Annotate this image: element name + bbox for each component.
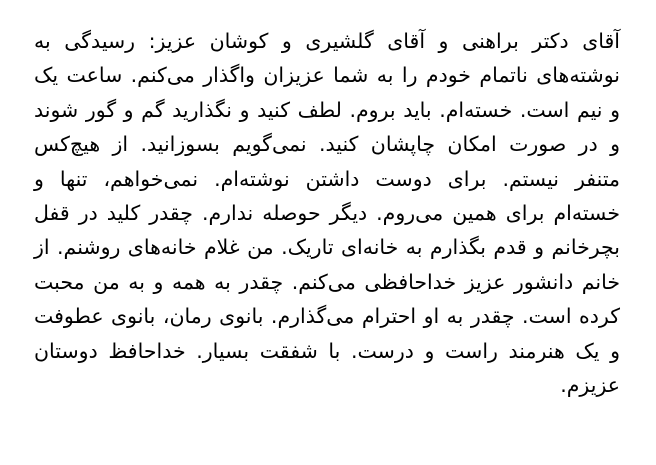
letter-body <box>34 24 620 402</box>
letter-paragraph: آقای دکتر براهنی و آقای گلشیری و کوشان عزیز: رسیدگی به نوشته‌های ناتمام خودم را به شما عزیزان واگذار می‌کنم. ساعت یک و نیم است. خسته‌ام. باید بروم. لطف کنید و نگذارید گم و گور شوند و در صورت امکان چاپشان کنید. نمی‌گویم بسوزانید. از هیچ‌کس متنفر نیستم. برای دوست داشتن نوشته‌ام. نمی‌خواهم، تنها و خسته‌ام برای همین می‌روم. دیگر حوصله ندارم. چقدر کلید در قفل بچرخانم و قدم بگذارم به خانه‌ای تاریک. من غلام خانه‌های روشنم. از خانم دانشور عزیز خداحافظی می‌کنم. چقدر به همه و به من محبت کرده است. چقدر به او احترام می‌گذارم. بانوی رمان، بانوی عطوفت و یک هنرمند راست و درست. با شفقت بسیار. خداحافظ دوستان عزیزم. <box>34 29 620 398</box>
